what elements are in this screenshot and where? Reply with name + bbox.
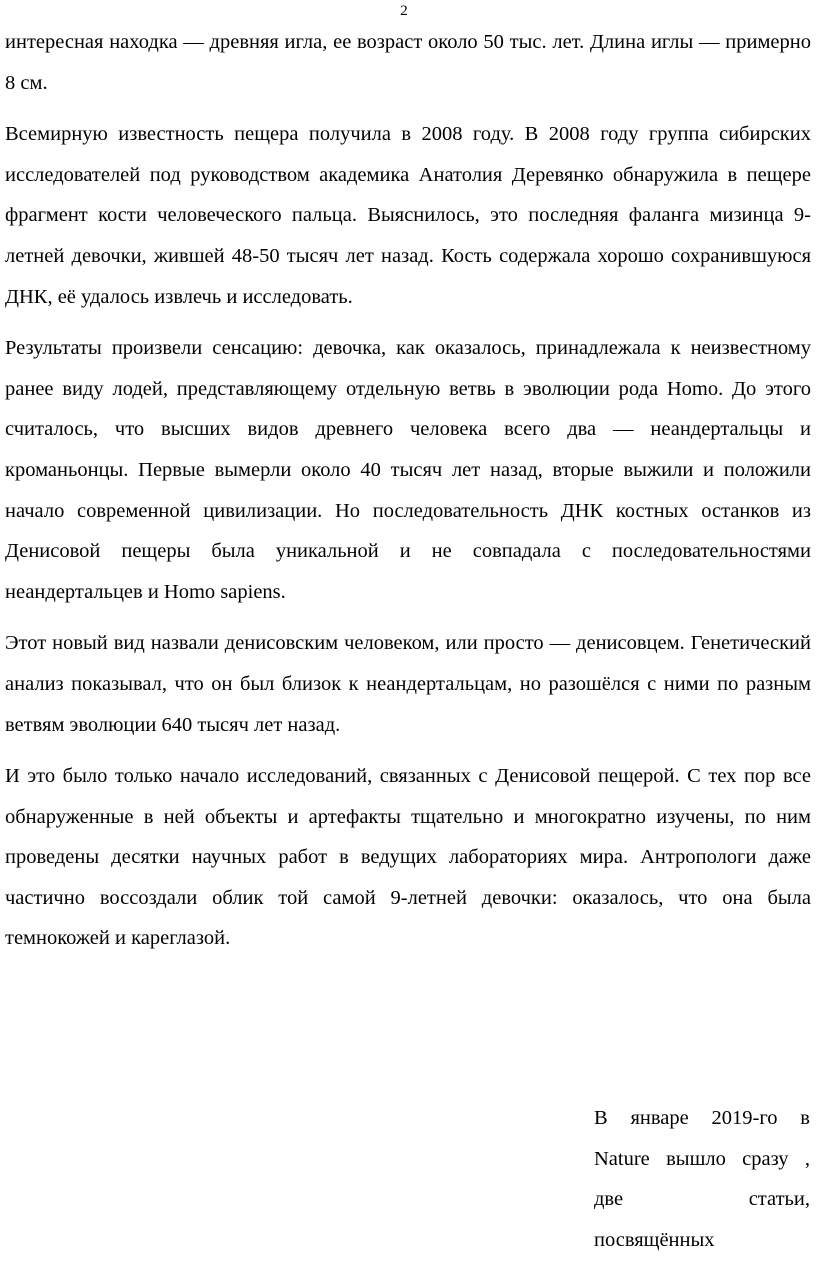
paragraph-2: Всемирную известность пещера получила в 2008 году. В 2008 году группа сибирских исследователей под руководством академика Анатолия Деревянко обнаружила в пещере фрагмент кости человеческого пальца. Выяснилось, это последняя фаланга мизинца 9-летней девочки, жившей 48-50 тысяч лет назад. Кость содержала хорошо сохранившуюся ДНК, её удалось извлечь и исследовать.: [5, 123, 811, 308]
paragraph-4: Этот новый вид назвали денисовским человеком, или просто — денисовцем. Генетический анализ показывал, что он был близок к неандертальцам, но разошёлся с ними по разным ветвям эволюции 640 тысяч лет назад.: [5, 632, 811, 736]
paragraph-1: интересная находка — древняя игла, ее возраст около 50 тыс. лет. Длина иглы — примерно 8 см.: [5, 31, 811, 94]
paragraph-spacer: [5, 103, 811, 114]
paragraph-spacer: [5, 317, 811, 328]
paragraph-spacer: [5, 612, 811, 623]
paragraph-3: Результаты произвели сенсацию: девочка, как оказалось, принадлежала к неизвестному ранее виду лодей, представляющему отдельную ветвь в эволюции рода Homo. До этого считалось, что высших видов древнего человека всего два — неандертальцы и кроманьонцы. Первые вымерли около 40 тысяч лет назад, вторые выжили и положили начало современной цивилизации. Но последовательность ДНК костных останков из Денисовой пещеры была уникальной и не совпадала с последовательностями неандертальцев и Homo sapiens.: [5, 337, 811, 603]
paragraph-spacer: [5, 745, 811, 756]
page-number: 2: [400, 3, 408, 19]
paragraph-5: И это было только начало исследований, связанных с Денисовой пещерой. С тех пор все обнаруженные в ней объекты и артефакты тщательно и многократно изучены, по ним проведены десятки научных работ в ведущих лабораториях мира. Антропологи даже частично воссоздали облик той самой 9-летней девочки: оказалось, что она была темнокожей и кареглазой.: [5, 765, 811, 950]
aside-text-column: В январе 2019-го в Nature вышло сразу , две статьи, посвящённых: [594, 1107, 810, 1251]
document-body: [5, 22, 811, 959]
